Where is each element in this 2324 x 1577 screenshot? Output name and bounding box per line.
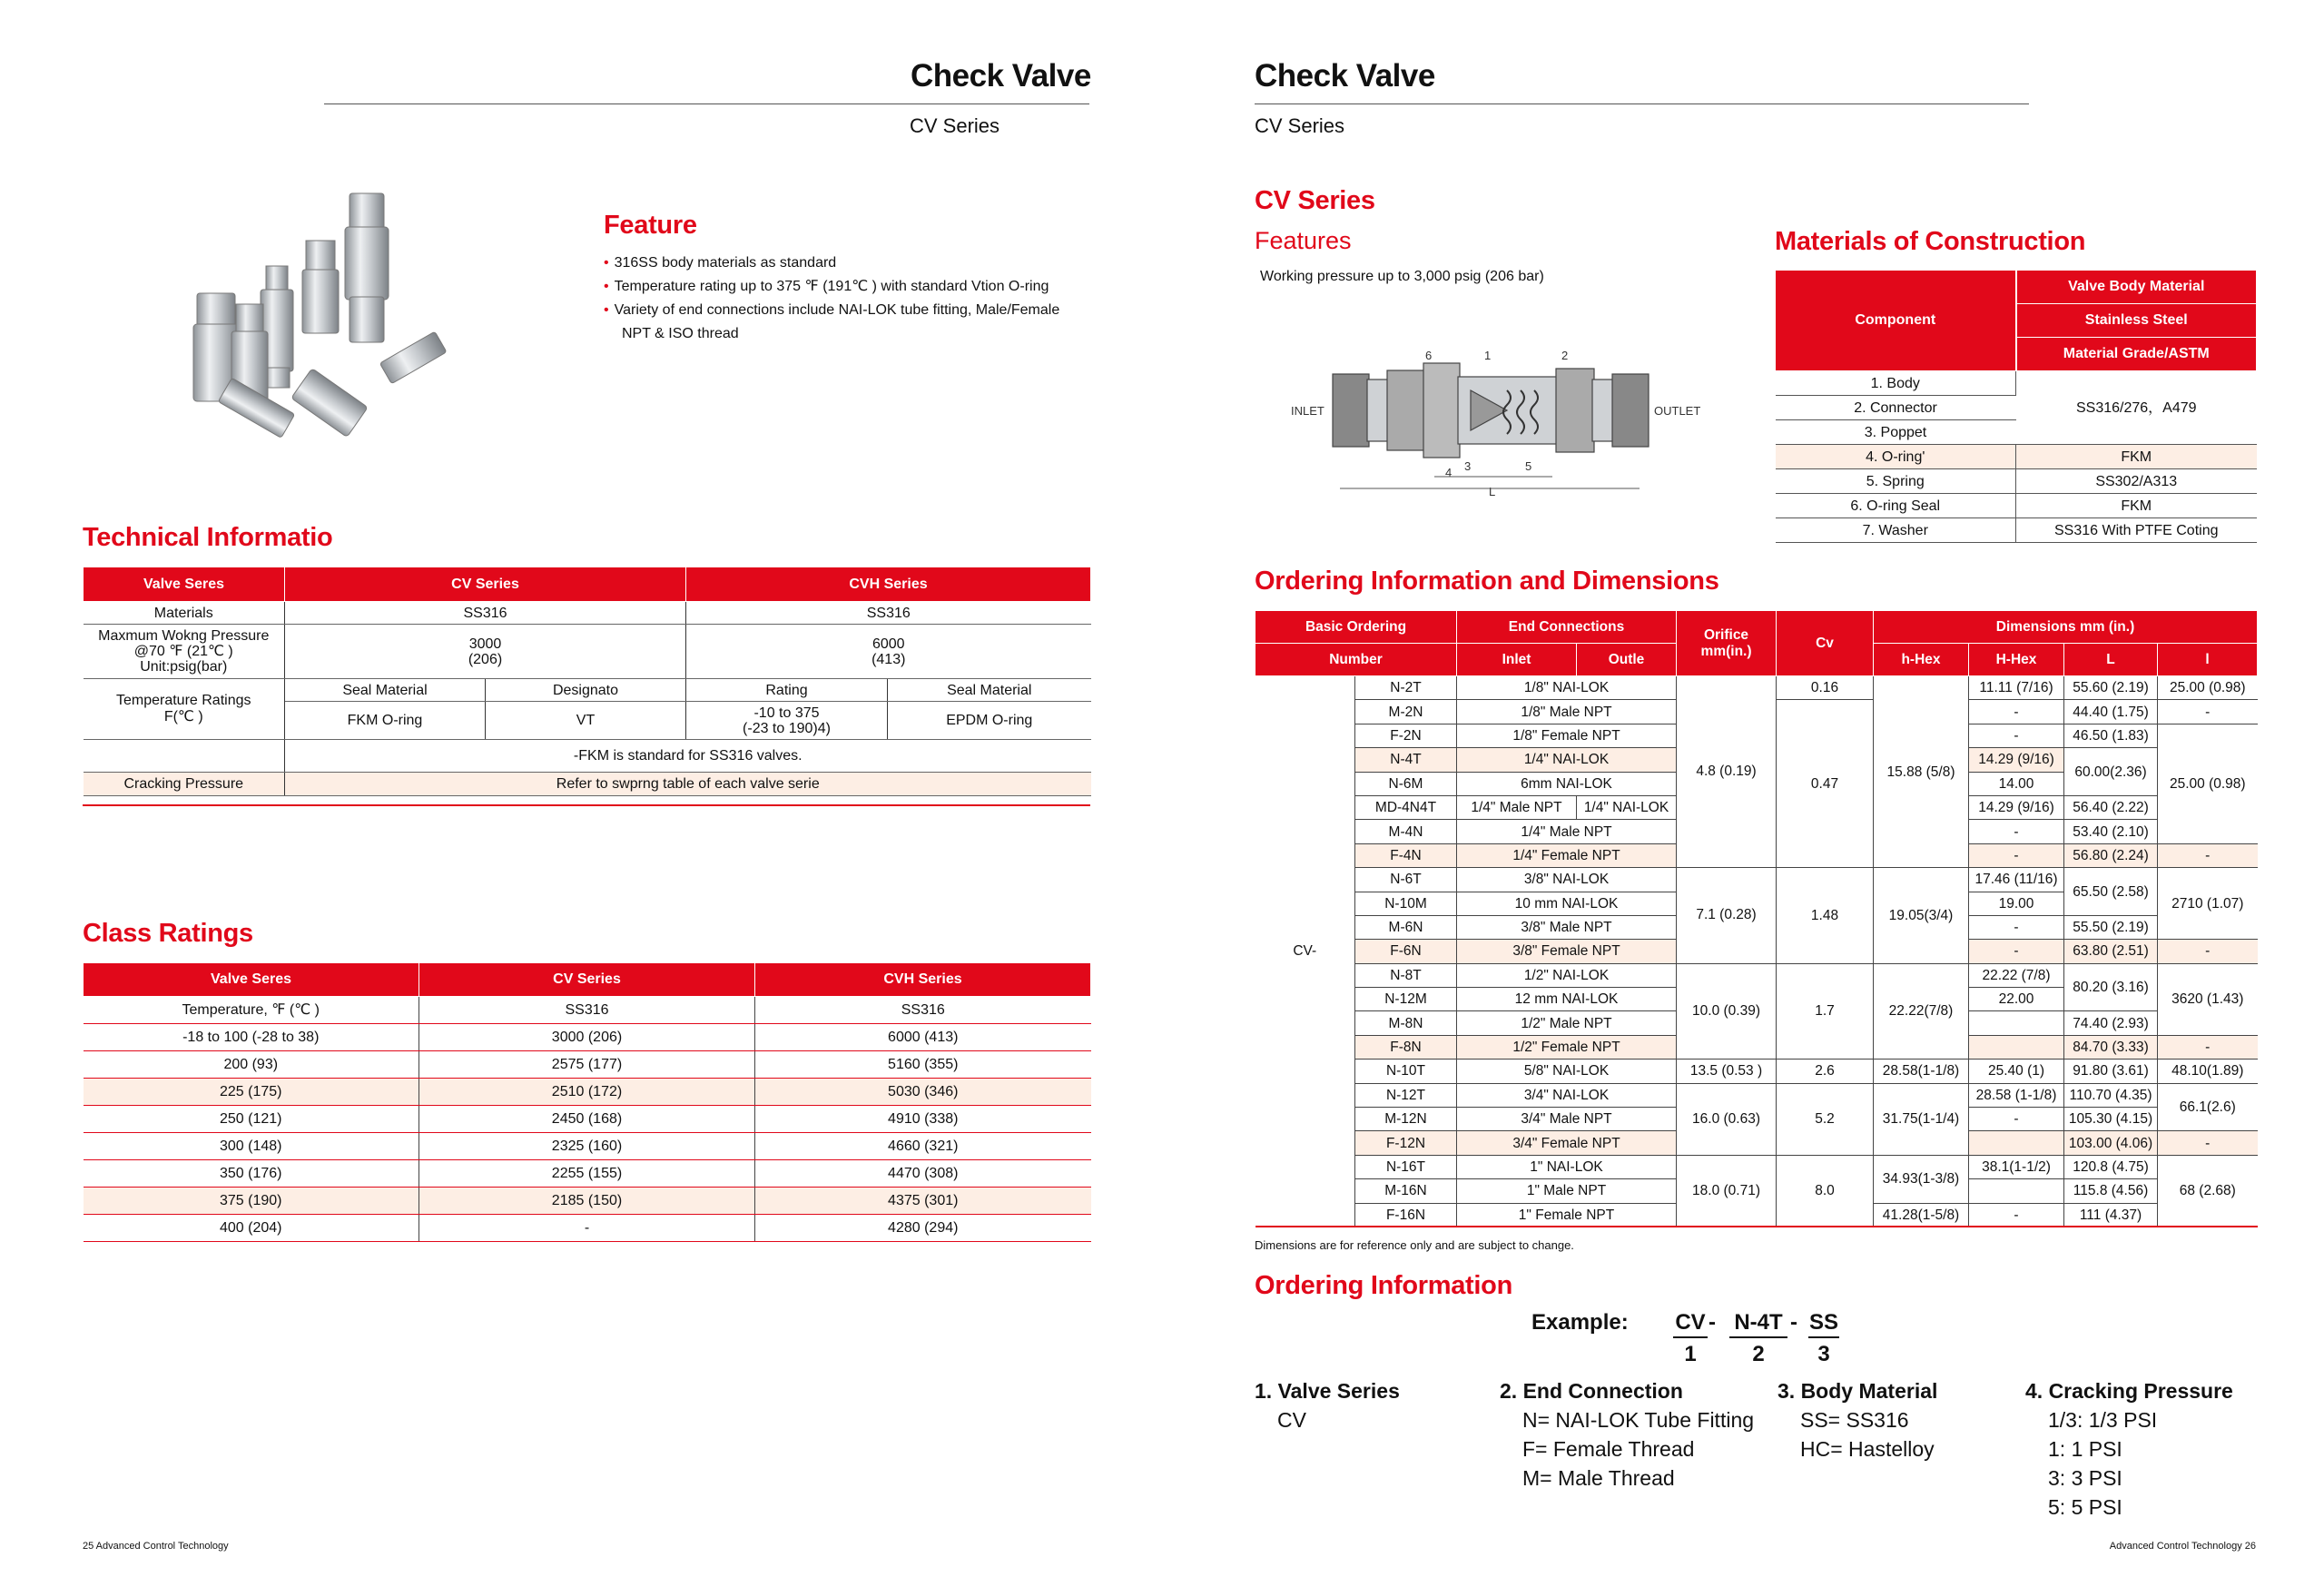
ord-L: 115.8 (4.56): [2064, 1179, 2158, 1203]
class-cell: 4470 (308): [755, 1160, 1091, 1188]
example-num-2: 2: [1752, 1342, 1765, 1366]
ord-header: Outle: [1577, 644, 1677, 676]
tech-header: CVH Series: [686, 567, 1091, 602]
feature-item: [604, 322, 1059, 346]
materials-cell: FKM: [2016, 494, 2257, 518]
ord-L: 120.8 (4.75): [2064, 1155, 2158, 1178]
class-cell: 2510 (172): [419, 1079, 755, 1106]
tech-cell: SS316: [285, 602, 686, 625]
class-cell: -: [419, 1215, 755, 1242]
ord-L: 65.50 (2.58): [2064, 868, 2158, 916]
ord-header: h-Hex: [1874, 644, 1969, 676]
ord-conn: 1/8" Male NPT: [1457, 700, 1677, 724]
ord-inlet: 1/4" Male NPT: [1457, 795, 1577, 819]
ord-conn: 1" Female NPT: [1457, 1203, 1677, 1227]
ord-number: N-12T: [1355, 1083, 1457, 1107]
materials-cell: SS316/276，A479: [2016, 371, 2257, 445]
example-dash: -: [1709, 1310, 1716, 1335]
ord-L: 111 (4.37): [2064, 1203, 2158, 1227]
left-page-subtitle: CV Series: [910, 114, 1000, 137]
ord-hhex: 31.75(1-1/4): [1874, 1083, 1969, 1155]
class-header: Valve Seres: [84, 963, 419, 997]
ord-number: F-12N: [1355, 1131, 1457, 1155]
example-num-3: 3: [1817, 1342, 1830, 1366]
example-underline: [1729, 1336, 1787, 1338]
class-header: CVH Series: [755, 963, 1091, 997]
materials-cell: SS316 With PTFE Coting: [2016, 518, 2257, 543]
left-footer: 25 Advanced Control Technology: [83, 1541, 229, 1552]
class-cell: Temperature, ℉ (℃ ): [84, 997, 419, 1024]
ord-L: 56.40 (2.22): [2064, 795, 2158, 819]
ord-header: Dimensions mm (in.): [1874, 611, 2258, 644]
ord-number: N-10T: [1355, 1060, 1457, 1083]
text: Maxmum Wokng Pressure: [98, 628, 270, 644]
ord-number: F-6N: [1355, 940, 1457, 963]
ord-conn: 3/8" Female NPT: [1457, 940, 1677, 963]
option-item: N= NAI-LOK Tube Fitting: [1522, 1408, 1755, 1432]
class-cell: 5160 (355): [755, 1051, 1091, 1079]
ord-number: M-16N: [1355, 1179, 1457, 1203]
callout-6: 6: [1425, 349, 1433, 362]
dimensions-note: Dimensions are for reference only and are subject to change.: [1255, 1238, 1574, 1252]
materials-header: Stainless Steel: [2016, 304, 2257, 338]
tech-cell: [686, 625, 1091, 679]
text: F(℃ ): [163, 709, 203, 724]
text: (206): [468, 651, 503, 667]
ord-Hhex: 19.00: [1969, 892, 2064, 915]
ord-L: 55.60 (2.19): [2064, 676, 2158, 700]
class-cell: 4375 (301): [755, 1188, 1091, 1215]
ord-conn: 3/8" NAI-LOK: [1457, 868, 1677, 892]
ord-L: 46.50 (1.83): [2064, 724, 2158, 747]
materials-header: Valve Body Material: [2016, 271, 2257, 304]
ord-hhex: 19.05(3/4): [1874, 868, 1969, 964]
class-cell: 2185 (150): [419, 1188, 755, 1215]
option-title: 3. Body Material: [1777, 1379, 1938, 1403]
example-label: Example:: [1531, 1310, 1629, 1335]
order-info-heading: Ordering Information: [1255, 1271, 1513, 1300]
tech-cell: [686, 702, 888, 740]
ord-header: l: [2158, 644, 2258, 676]
ord-orifice: 13.5 (0.53 ): [1677, 1060, 1777, 1083]
ord-L: 55.50 (2.19): [2064, 915, 2158, 939]
ord-cv: 0.16: [1777, 676, 1874, 700]
ord-conn: 1/2" Male NPT: [1457, 1011, 1677, 1035]
ord-l: 68 (2.68): [2158, 1155, 2258, 1227]
ord-conn: 3/4" Female NPT: [1457, 1131, 1677, 1155]
materials-cell: 1. Body: [1776, 371, 2016, 396]
ord-number: M-2N: [1355, 700, 1457, 724]
ord-hhex: 15.88 (5/8): [1874, 676, 1969, 868]
option-item: 1/3: 1/3 PSI: [2048, 1408, 2158, 1432]
ord-l: 3620 (1.43): [2158, 963, 2258, 1035]
feature-item: • 316SS body materials as standard: [604, 251, 1059, 275]
feature-item: • Variety of end connections include NAI-LOK tube fitting, Male/Female: [604, 299, 1059, 322]
ord-L: 103.00 (4.06): [2064, 1131, 2158, 1155]
materials-table: [1775, 270, 2257, 543]
tech-cell: Seal Material: [285, 679, 486, 702]
ord-conn: 6mm NAI-LOK: [1457, 772, 1677, 795]
ord-l: -: [2158, 700, 2258, 724]
ord-number: M-6N: [1355, 915, 1457, 939]
ord-Hhex: -: [1969, 843, 2064, 867]
ord-hhex: 34.93(1-3/8): [1874, 1155, 1969, 1203]
tech-cell: [84, 625, 285, 679]
example-dash: -: [1790, 1310, 1797, 1335]
ord-Hhex: -: [1969, 940, 2064, 963]
features-item: Working pressure up to 3,000 psig (206 bar): [1260, 269, 1544, 284]
ordering-table: [1255, 610, 2258, 1227]
class-cell: 2325 (160): [419, 1133, 755, 1160]
tech-cell: SS316: [686, 602, 1091, 625]
ord-l: 66.1(2.6): [2158, 1083, 2258, 1131]
ord-l: -: [2158, 1131, 2258, 1155]
text: Unit:psig(bar): [140, 659, 228, 675]
ord-Hhex: 11.11 (7/16): [1969, 676, 2064, 700]
option-col-end-connection: [1500, 1376, 1754, 1493]
text: 3000: [468, 636, 502, 652]
ord-L: 105.30 (4.15): [2064, 1108, 2158, 1131]
class-cell: 300 (148): [84, 1133, 419, 1160]
ord-header: H-Hex: [1969, 644, 2064, 676]
class-cell: SS316: [419, 997, 755, 1024]
ord-Hhex: 38.1(1-1/2): [1969, 1155, 2064, 1178]
materials-header: Material Grade/ASTM: [2016, 338, 2257, 371]
inlet-label: INLET: [1291, 404, 1324, 418]
ord-Hhex: [1969, 1179, 2064, 1203]
option-col-body-material: [1777, 1376, 1937, 1464]
tech-cell: [84, 740, 285, 773]
ord-Hhex: 14.00: [1969, 772, 2064, 795]
class-cell: 2255 (155): [419, 1160, 755, 1188]
ord-conn: 1/8" Female NPT: [1457, 724, 1677, 747]
feature-list: [604, 251, 1059, 346]
features-heading: Features: [1255, 227, 1352, 254]
tech-cell: Cracking Pressure: [84, 773, 285, 796]
ord-L: 63.80 (2.51): [2064, 940, 2158, 963]
ord-L: 60.00(2.36): [2064, 748, 2158, 796]
product-photo: [186, 186, 458, 449]
ord-number: F-4N: [1355, 843, 1457, 867]
option-title: 1. Valve Series: [1255, 1379, 1400, 1403]
text: Temperature Ratings: [115, 693, 251, 708]
example-part-2: N-4T: [1734, 1310, 1783, 1335]
ord-L: 80.20 (3.16): [2064, 963, 2158, 1011]
ord-Hhex: 22.22 (7/8): [1969, 963, 2064, 987]
ord-number: M-8N: [1355, 1011, 1457, 1035]
class-heading: Class Ratings: [83, 919, 253, 948]
ord-cv: 8.0: [1777, 1155, 1874, 1227]
tech-cell: [84, 679, 285, 740]
ord-Hhex: -: [1969, 700, 2064, 724]
class-cell: 2450 (168): [419, 1106, 755, 1133]
right-page-subtitle: CV Series: [1255, 114, 1345, 137]
class-cell: 200 (93): [84, 1051, 419, 1079]
ord-conn: 1/4" Female NPT: [1457, 843, 1677, 867]
class-cell: 375 (190): [84, 1188, 419, 1215]
ord-hhex: 22.22(7/8): [1874, 963, 1969, 1060]
tech-heading: Technical Informatio: [83, 523, 333, 552]
ord-cv: 2.6: [1777, 1060, 1874, 1083]
ord-cv: 1.48: [1777, 868, 1874, 964]
ord-conn: 1/2" Female NPT: [1457, 1035, 1677, 1059]
class-cell: 3000 (206): [419, 1024, 755, 1051]
ord-header: L: [2064, 644, 2158, 676]
ord-header: Inlet: [1457, 644, 1577, 676]
ord-header: End Connections: [1457, 611, 1677, 644]
ord-Hhex: 14.29 (9/16): [1969, 795, 2064, 819]
class-cell: 350 (176): [84, 1160, 419, 1188]
callout-4: 4: [1445, 466, 1452, 479]
ord-cv: 5.2: [1777, 1083, 1874, 1155]
ord-L: 110.70 (4.35): [2064, 1083, 2158, 1107]
option-item: F= Female Thread: [1522, 1437, 1695, 1461]
tech-cell: EPDM O-ring: [888, 702, 1091, 740]
materials-cell: 5. Spring: [1776, 469, 2016, 494]
ord-number: MD-4N4T: [1355, 795, 1457, 819]
callout-2: 2: [1561, 349, 1569, 362]
ord-cv: 0.47: [1777, 700, 1874, 868]
ord-l: 25.00 (0.98): [2158, 724, 2258, 843]
ord-hhex: 28.58(1-1/8): [1874, 1060, 1969, 1083]
example-underline: [1673, 1336, 1708, 1338]
ord-l: 48.10(1.89): [2158, 1060, 2258, 1083]
ord-conn: 3/8" Male NPT: [1457, 915, 1677, 939]
ord-conn: 10 mm NAI-LOK: [1457, 892, 1677, 915]
option-item: 1: 1 PSI: [2048, 1437, 2122, 1461]
option-item: HC= Hastelloy: [1800, 1437, 1935, 1461]
ord-Hhex: -: [1969, 820, 2064, 843]
ord-header: Number: [1256, 644, 1457, 676]
ord-conn: 1/4" NAI-LOK: [1457, 748, 1677, 772]
ord-Hhex: -: [1969, 1203, 2064, 1227]
ord-Hhex: -: [1969, 1108, 2064, 1131]
tech-header: CV Series: [285, 567, 686, 602]
ord-orifice: 4.8 (0.19): [1677, 676, 1777, 868]
ord-l: -: [2158, 1035, 2258, 1059]
ord-conn: 1/8" NAI-LOK: [1457, 676, 1677, 700]
ord-L: 44.40 (1.75): [2064, 700, 2158, 724]
option-col-cracking-pressure: [2025, 1376, 2233, 1522]
ord-Hhex: [1969, 1131, 2064, 1155]
materials-cell: FKM: [2016, 445, 2257, 469]
option-item: M= Male Thread: [1522, 1466, 1675, 1490]
class-table: [83, 962, 1091, 1242]
features-list: [1255, 265, 1544, 289]
ord-Hhex: 28.58 (1-1/8): [1969, 1083, 2064, 1107]
ord-Hhex: -: [1969, 724, 2064, 747]
option-item: 5: 5 PSI: [2048, 1495, 2122, 1519]
materials-cell: 6. O-ring Seal: [1776, 494, 2016, 518]
ord-Hhex: 25.40 (1): [1969, 1060, 2064, 1083]
ord-orifice: 18.0 (0.71): [1677, 1155, 1777, 1227]
ord-conn: 1" Male NPT: [1457, 1179, 1677, 1203]
tech-cell: -FKM is standard for SS316 valves.: [285, 740, 1091, 773]
ord-number: F-16N: [1355, 1203, 1457, 1227]
tech-cell: Rating: [686, 679, 888, 702]
feature-item-cont: NPT & ISO thread: [622, 326, 739, 341]
feature-item: • Temperature rating up to 375 ℉ (191℃ ) with standard Vtion O-ring: [604, 275, 1059, 299]
ord-hhex: 41.28(1-5/8): [1874, 1203, 1969, 1227]
ord-number: M-12N: [1355, 1108, 1457, 1131]
tech-bottom-rule: [83, 804, 1090, 806]
ord-number: M-4N: [1355, 820, 1457, 843]
ord-header: Basic Ordering: [1256, 611, 1457, 644]
example-part-3: SS: [1808, 1310, 1838, 1335]
example-part-1: CV: [1675, 1310, 1706, 1335]
ord-number: F-2N: [1355, 724, 1457, 747]
ord-conn: 1/4" Male NPT: [1457, 820, 1677, 843]
ord-L: 91.80 (3.61): [2064, 1060, 2158, 1083]
left-title-rule: [324, 103, 1089, 104]
class-cell: 250 (121): [84, 1106, 419, 1133]
outlet-label: OUTLET: [1654, 404, 1701, 418]
callout-1: 1: [1484, 349, 1492, 362]
example-underline: [1808, 1336, 1839, 1338]
ord-L: 53.40 (2.10): [2064, 820, 2158, 843]
tech-cell: FKM O-ring: [285, 702, 486, 740]
ord-number: N-6M: [1355, 772, 1457, 795]
tech-table: [83, 567, 1091, 796]
ord-orifice: 16.0 (0.63): [1677, 1083, 1777, 1155]
ord-L: 56.80 (2.24): [2064, 843, 2158, 867]
materials-cell: 3. Poppet: [1776, 420, 2016, 445]
ord-Hhex: 14.29 (9/16): [1969, 748, 2064, 772]
ord-Hhex: [1969, 1035, 2064, 1059]
tech-cell: [285, 625, 686, 679]
ord-l: 25.00 (0.98): [2158, 676, 2258, 700]
materials-heading: Materials of Construction: [1775, 227, 2086, 256]
ord-Hhex: 17.46 (11/16): [1969, 868, 2064, 892]
right-title-rule: [1255, 103, 2029, 104]
ord-l: -: [2158, 940, 2258, 963]
class-cell: SS316: [755, 997, 1091, 1024]
cv-series-heading: CV Series: [1255, 186, 1375, 215]
ord-l: 2710 (1.07): [2158, 868, 2258, 940]
ord-conn: 3/4" NAI-LOK: [1457, 1083, 1677, 1107]
ord-Hhex: -: [1969, 915, 2064, 939]
tech-cell: Materials: [84, 602, 285, 625]
option-item: 3: 3 PSI: [2048, 1466, 2122, 1490]
ord-orifice: 10.0 (0.39): [1677, 963, 1777, 1060]
right-footer: Advanced Control Technology 26: [2109, 1541, 2256, 1552]
class-cell: 4910 (338): [755, 1106, 1091, 1133]
class-cell: 4280 (294): [755, 1215, 1091, 1242]
callout-L: L: [1489, 485, 1496, 498]
class-cell: 225 (175): [84, 1079, 419, 1106]
ord-prefix: CV-: [1256, 676, 1355, 1227]
materials-header: Component: [1776, 271, 2016, 371]
class-cell: 4660 (321): [755, 1133, 1091, 1160]
ord-conn: 1" NAI-LOK: [1457, 1155, 1677, 1178]
feature-heading: Feature: [604, 211, 697, 240]
ord-conn: 1/2" NAI-LOK: [1457, 963, 1677, 987]
ord-number: N-4T: [1355, 748, 1457, 772]
ord-l: -: [2158, 843, 2258, 867]
callout-5: 5: [1525, 459, 1532, 473]
ord-L: 84.70 (3.33): [2064, 1035, 2158, 1059]
class-cell: 6000 (413): [755, 1024, 1091, 1051]
ordering-heading: Ordering Information and Dimensions: [1255, 567, 1719, 596]
text: 6000: [872, 636, 905, 652]
ord-conn: 12 mm NAI-LOK: [1457, 988, 1677, 1011]
ord-Hhex: 22.00: [1969, 988, 2064, 1011]
option-item: CV: [1277, 1408, 1306, 1432]
ord-number: N-16T: [1355, 1155, 1457, 1178]
tech-cell: Seal Material: [888, 679, 1091, 702]
callout-3: 3: [1464, 459, 1472, 473]
ord-header: Orifice mm(in.): [1677, 611, 1777, 676]
option-title: 2. End Connection: [1500, 1379, 1683, 1403]
materials-cell: 7. Washer: [1776, 518, 2016, 543]
class-cell: 5030 (346): [755, 1079, 1091, 1106]
text: (-23 to 190)4): [743, 720, 831, 736]
ord-conn: 5/8" NAI-LOK: [1457, 1060, 1677, 1083]
option-item: SS= SS316: [1800, 1408, 1909, 1432]
ord-number: N-10M: [1355, 892, 1457, 915]
class-header: CV Series: [419, 963, 755, 997]
option-title: 4. Cracking Pressure: [2025, 1379, 2233, 1403]
ord-header: Cv: [1777, 611, 1874, 676]
ord-number: N-8T: [1355, 963, 1457, 987]
materials-cell: SS302/A313: [2016, 469, 2257, 494]
ord-cv: 1.7: [1777, 963, 1874, 1060]
ord-Hhex: [1969, 1011, 2064, 1035]
valve-diagram: [1289, 327, 1716, 508]
tech-cell: Refer to swprng table of each valve serie: [285, 773, 1091, 796]
example-num-1: 1: [1684, 1342, 1697, 1366]
left-page-title: Check Valve: [911, 58, 1091, 94]
tech-cell: Designato: [486, 679, 686, 702]
materials-cell: 4. O-ring': [1776, 445, 2016, 469]
tech-header: Valve Seres: [84, 567, 285, 602]
class-cell: 400 (204): [84, 1215, 419, 1242]
materials-cell: 2. Connector: [1776, 396, 2016, 420]
text: -10 to 375: [753, 705, 820, 721]
ord-outlet: 1/4" NAI-LOK: [1577, 795, 1677, 819]
ord-number: N-6T: [1355, 868, 1457, 892]
ord-conn: 3/4" Male NPT: [1457, 1108, 1677, 1131]
class-cell: -18 to 100 (-28 to 38): [84, 1024, 419, 1051]
right-page-title: Check Valve: [1255, 58, 1435, 94]
class-cell: 2575 (177): [419, 1051, 755, 1079]
option-col-valve-series: [1255, 1376, 1400, 1434]
ord-number: N-12M: [1355, 988, 1457, 1011]
text: @70 ℉ (21℃ ): [133, 644, 233, 659]
ord-number: N-2T: [1355, 676, 1457, 700]
tech-cell: VT: [486, 702, 686, 740]
ord-orifice: 7.1 (0.28): [1677, 868, 1777, 964]
text: (413): [872, 651, 906, 667]
ord-L: 74.40 (2.93): [2064, 1011, 2158, 1035]
ord-number: F-8N: [1355, 1035, 1457, 1059]
